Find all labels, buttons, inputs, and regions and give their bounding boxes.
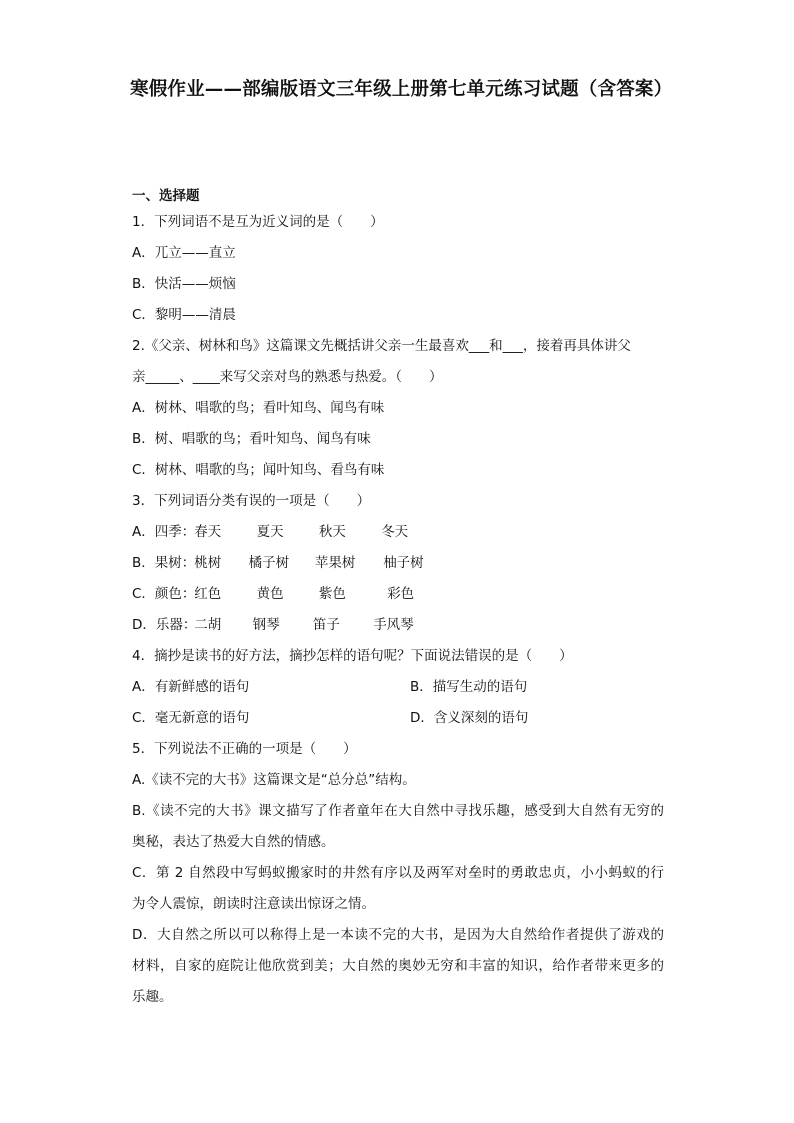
option-label: B．果树： — [132, 555, 196, 571]
option-label: C．颜色： — [132, 586, 196, 602]
question-5-option-c-line-2: 为令人震惊，朗读时注意读出惊讶之情。 — [132, 896, 375, 912]
question-5-option-d-line-3: 乐趣。 — [132, 989, 173, 1005]
option-word: 桃树 — [194, 555, 222, 571]
question-5-option-a: A.《读不完的大书》这篇课文是“总分总”结构。 — [132, 772, 416, 788]
option-word: 彩色 — [387, 586, 415, 602]
question-2-stem-line-1: 2.《父亲、树林和鸟》这篇课文先概括讲父亲一生最喜欢___和___，接着再具体讲父 — [132, 338, 631, 354]
question-1-option-b: B．快活——烦恼 — [132, 276, 236, 292]
question-4-option-d: D．含义深刻的语句 — [410, 710, 529, 726]
option-word: 二胡 — [194, 617, 222, 633]
option-word: 秋天 — [318, 524, 346, 540]
question-2-stem-line-2: 亲_____、____来写父亲对鸟的熟悉与热爱。（ ） — [132, 369, 443, 385]
question-1-stem: 1．下列词语不是互为近义词的是（ ） — [132, 214, 384, 230]
question-2-option-b: B．树、唱歌的鸟；看叶知鸟、闻鸟有味 — [132, 431, 371, 447]
question-3-option-d — [132, 615, 664, 635]
question-5-option-c-line-1: C．第 2 自然段中写蚂蚁搬家时的井然有序以及两军对垒时的勇敢忠贞，小小蚂蚁的行 — [132, 865, 664, 881]
option-word: 黄色 — [256, 586, 284, 602]
question-2-option-a: A．树林、唱歌的鸟；看叶知鸟、闻鸟有味 — [132, 400, 385, 416]
option-word: 手风琴 — [373, 617, 414, 633]
question-5-option-b-line-2: 奥秘，表达了热爱大自然的情感。 — [132, 834, 335, 850]
option-word: 红色 — [194, 586, 222, 602]
option-label: D．乐器： — [132, 617, 197, 633]
question-3-option-c — [132, 584, 664, 604]
option-word: 冬天 — [381, 524, 409, 540]
question-5-option-b-line-1: B.《读不完的大书》课文描写了作者童年在大自然中寻找乐趣，感受到大自然有无穷的 — [132, 803, 664, 819]
question-3-option-b — [132, 553, 664, 573]
option-word: 春天 — [194, 524, 222, 540]
question-5-option-d-line-1: D．大自然之所以可以称得上是一本读不完的大书，是因为大自然给作者提供了游戏的 — [132, 927, 664, 943]
page-title: 寒假作业——部编版语文三年级上册第七单元练习试题（含答案） — [130, 79, 673, 100]
option-word: 钢琴 — [252, 617, 280, 633]
question-1-option-c: C．黎明——清晨 — [132, 307, 236, 323]
option-word: 橘子树 — [248, 555, 290, 571]
question-3-option-a — [132, 522, 664, 542]
question-1-option-a: A．兀立——直立 — [132, 245, 236, 261]
question-2-option-c: C．树林、唱歌的鸟；闻叶知鸟、看鸟有味 — [132, 462, 385, 478]
option-word: 紫色 — [318, 586, 346, 602]
question-4-stem: 4．摘抄是读书的好方法，摘抄怎样的语句呢？下面说法错误的是（ ） — [132, 648, 573, 664]
question-4-option-c: C．毫无新意的语句 — [132, 710, 250, 726]
option-word: 柚子树 — [383, 555, 424, 571]
question-5-option-d-line-2: 材料，自家的庭院让他欣赏到美；大自然的奥妙无穷和丰富的知识，给作者带来更多的 — [132, 958, 664, 974]
question-4-option-b: B．描写生动的语句 — [410, 679, 528, 695]
question-3-stem: 3．下列词语分类有误的一项是（ ） — [132, 493, 371, 509]
question-5-stem: 5．下列说法不正确的一项是（ ） — [132, 741, 357, 757]
option-label: A．四季： — [132, 524, 196, 540]
option-word: 苹果树 — [314, 555, 356, 571]
question-4-option-a: A．有新鲜感的语句 — [132, 679, 250, 695]
option-word: 笛子 — [312, 617, 340, 633]
option-word: 夏天 — [256, 524, 284, 540]
section-heading: 一、选择题 — [132, 188, 200, 204]
